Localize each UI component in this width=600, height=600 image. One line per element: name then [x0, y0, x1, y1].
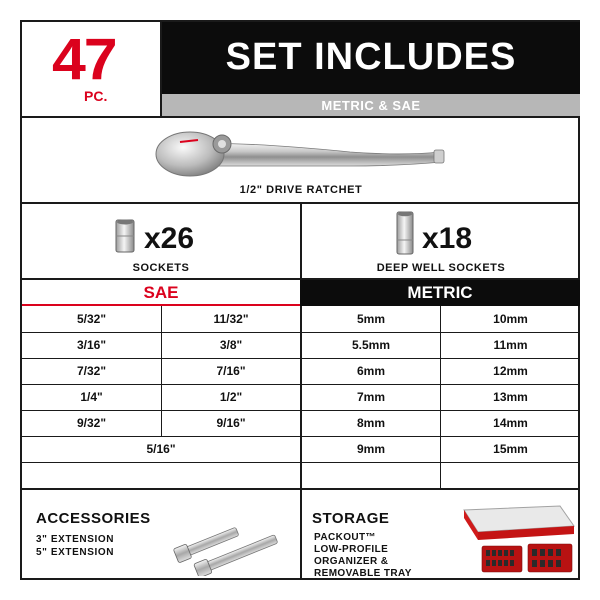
sae-size: 1/2" — [219, 390, 243, 404]
row-divider — [22, 462, 580, 463]
metric-size: 12mm — [493, 364, 528, 378]
storage-line: PACKOUT™ — [314, 532, 376, 543]
metric-size: 5.5mm — [351, 338, 391, 352]
metric-size: 9mm — [356, 442, 385, 456]
piece-count-unit: PC. — [84, 88, 108, 104]
piece-count-box — [22, 22, 162, 118]
subtitle-bar — [162, 94, 580, 118]
bottom-section — [22, 490, 580, 580]
socket-counts-row — [22, 204, 580, 280]
title-bar — [162, 22, 580, 94]
accessories-title: ACCESSORIES — [36, 510, 151, 527]
extension-bars-icon — [170, 520, 290, 576]
accessory-item: 3" EXTENSION — [36, 534, 115, 545]
sockets-qty: x26 — [144, 222, 195, 255]
sae-size: 1/4" — [80, 390, 103, 404]
metric-size: 7mm — [356, 390, 385, 404]
deep-sockets-count-cell — [302, 204, 580, 280]
sae-size: 7/32" — [76, 364, 107, 378]
ratchet-icon — [150, 122, 450, 182]
sae-size: 9/32" — [76, 416, 107, 430]
metric-size: 11mm — [493, 338, 528, 352]
sae-size: 7/16" — [216, 364, 246, 378]
sae-size: 9/16" — [216, 416, 246, 430]
metric-size: 13mm — [493, 390, 528, 404]
sae-size: 5/32" — [76, 312, 107, 326]
metric-size: 6mm — [356, 364, 385, 378]
sockets-count-cell — [22, 204, 300, 280]
metric-size: 15mm — [493, 442, 528, 456]
deep-sockets-label: DEEP WELL SOCKETS — [376, 262, 506, 274]
sae-heading: SAE — [22, 280, 300, 306]
sizes-table — [22, 280, 580, 490]
storage-title: STORAGE — [312, 510, 390, 527]
metric-heading: METRIC — [300, 280, 580, 306]
ratchet-label: 1/2" DRIVE RATCHET — [239, 184, 363, 196]
storage-line: ORGANIZER & — [314, 556, 389, 567]
socket-icon — [114, 218, 136, 254]
storage-line: LOW-PROFILE — [314, 544, 389, 555]
storage-line: REMOVABLE TRAY — [314, 568, 412, 579]
sae-size: 11/32" — [213, 312, 249, 326]
metric-size: 10mm — [493, 312, 528, 326]
page-subtitle: METRIC & SAE — [321, 98, 421, 113]
sockets-label: SOCKETS — [132, 262, 190, 274]
sae-size: 3/8" — [219, 338, 243, 352]
metric-size: 8mm — [356, 416, 385, 430]
metric-size: 14mm — [493, 416, 528, 430]
bottom-divider — [300, 490, 302, 580]
deep-socket-icon — [394, 210, 416, 256]
metric-size: 5mm — [356, 312, 385, 326]
page-title: SET INCLUDES — [225, 36, 517, 78]
set-includes-panel — [20, 20, 580, 580]
ratchet-section — [22, 118, 580, 204]
accessory-item: 5" EXTENSION — [36, 547, 115, 558]
organizer-icon — [442, 504, 578, 578]
deep-sockets-qty: x18 — [422, 222, 473, 255]
sae-size: 3/16" — [76, 338, 107, 352]
piece-count: 47 — [52, 27, 116, 92]
sae-size: 5/16" — [146, 442, 176, 456]
